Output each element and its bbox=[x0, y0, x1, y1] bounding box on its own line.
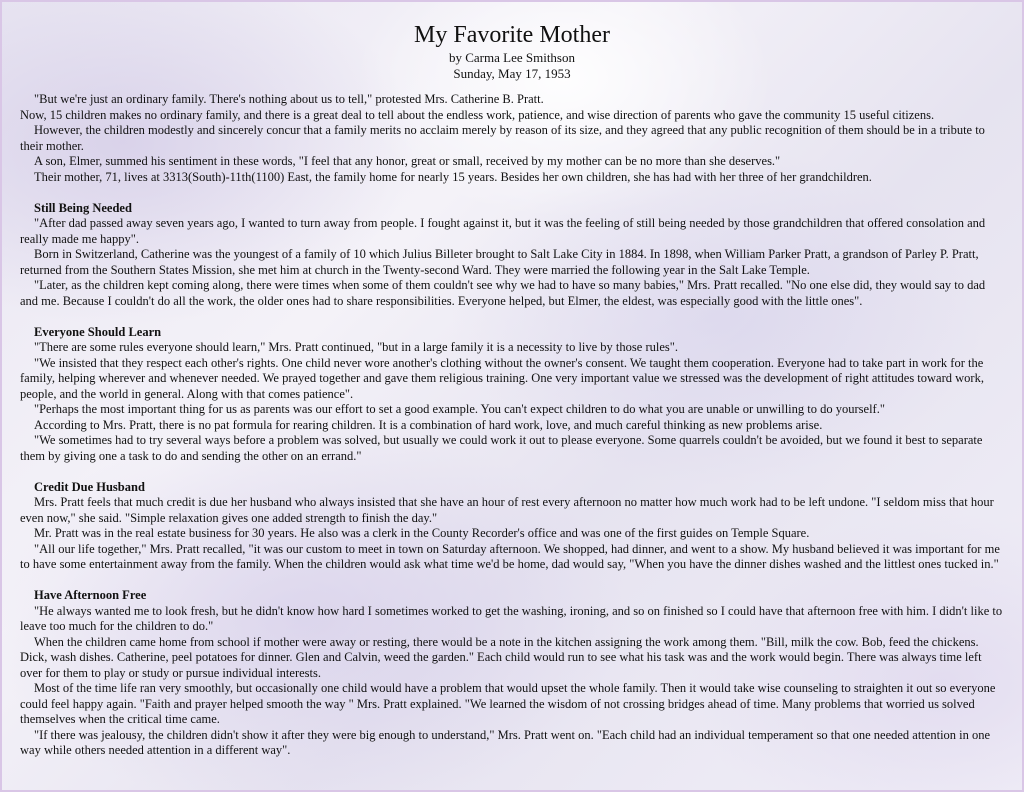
paragraph: "If there was jealousy, the children didn't show it after they were big enough to understand," Mrs. Pratt went on. "Each child had an individual temperament so that one needed attention in one way while others needed attention in a different way". bbox=[20, 727, 991, 757]
article-byline: by Carma Lee Smithson bbox=[448, 50, 575, 65]
section-heading: Credit Due Husband bbox=[34, 479, 145, 494]
paragraph: "There are some rules everyone should learn," Mrs. Pratt continued, "but in a large family it is a necessity to live by those rules". bbox=[34, 340, 678, 354]
paragraph: "Perhaps the most important thing for us as parents was our effort to set a good example. You can't expect children to do what you are unable or unwilling to do yourself." bbox=[34, 402, 885, 416]
paragraph: "All our life together," Mrs. Pratt recalled, "it was our custom to meet in town on Saturday afternoon. We shopped, had dinner, and went to a show. My husband believed it was important for me to have some entertainment away from the family. When the children would ask what time we'd be home, dad would say, "When you have the dinner dishes washed and the littlest ones tucked in." bbox=[20, 541, 1000, 571]
paragraph: According to Mrs. Pratt, there is no pat formula for rearing children. It is a combination of hard work, love, and much careful thinking as new problems arise. bbox=[34, 417, 823, 432]
paragraph: "But we're just an ordinary family. There's nothing about us to tell," protested Mrs. Catherine B. Pratt. bbox=[34, 92, 544, 106]
paragraph: Born in Switzerland, Catherine was the youngest of a family of 10 which Julius Billeter brought to Salt Lake City in 1884. In 1898, when William Parker Pratt, a grandson of Parley P. Pratt, returned from the Southern States Mission, she met him at church in the Twenty-second Ward. They were married the following year in the Salt Lake Temple. bbox=[20, 247, 979, 277]
article-body bbox=[20, 92, 1004, 759]
section-have-afternoon-free bbox=[20, 588, 1004, 759]
paragraph: "We sometimes had to try several ways before a problem was solved, but usually we could work it out to please everyone. Some quarrels couldn't be avoided, but we found it best to separate them by giving one a task to do and sending the other on an errand." bbox=[20, 433, 983, 463]
paragraph: A son, Elmer, summed his sentiment in these words, "I feel that any honor, great or small, received by my mother can be no more than she deserves." bbox=[34, 154, 781, 168]
paragraph: However, the children modestly and sincerely concur that a family merits no acclaim merely by reason of its size, and they agreed that any public recognition of them should be in a tribute to their mother. bbox=[20, 123, 985, 153]
paragraph: "Later, as the children kept coming along, there were times when some of them couldn't see why we had to have so many babies," Mrs. Pratt recalled. "No one else did, they would say to dad and me. Because I couldn't do all the work, the older ones had to share responsibilities. Everyone helped, but Elmer, the eldest, was especially good with the little ones". bbox=[20, 278, 986, 308]
section-heading: Have Afternoon Free bbox=[34, 588, 147, 602]
paragraph: "We insisted that they respect each other's rights. One child never wore another's clothing without the owner's consent. We taught them cooperation. Everyone had to take part in work for the family, helping wherever and whenever needed. We prayed together and gave them religious training. One very important value we stressed was the development of right attitudes toward work, people, and the world in general. Along with that comes patience". bbox=[20, 355, 984, 401]
section-still-being-needed bbox=[20, 201, 1004, 310]
paragraph: When the children came home from school if mother were away or resting, there would be a note in the kitchen assigning the work among them. "Bill, milk the cow. Bob, feed the chickens. Dick, wash dishes. Catherine, peel potatoes for dinner. Glen and Calvin, weed the garden." Each child would run to see what his task was and the work would begin. There was always time left over for them to play or study or pursue individual interests. bbox=[20, 634, 982, 680]
document-page bbox=[20, 20, 1004, 759]
paragraph: Now, 15 children makes no ordinary family, and there is a great deal to tell about the endless work, patience, and wise direction of parents who gave the community 15 useful citizens. bbox=[20, 107, 935, 122]
article-date: Sunday, May 17, 1953 bbox=[453, 66, 571, 81]
paragraph: "After dad passed away seven years ago, I wanted to turn away from people. I fought against it, but it was the feeling of still being needed by those grandchildren that offered consolation and really made me happy". bbox=[20, 216, 986, 246]
article-title: My Favorite Mother bbox=[414, 22, 610, 48]
paragraph: Most of the time life ran very smoothly, but occasionally one child would have a problem that would upset the whole family. Then it would take wise counseling to straighten it out so everyone could feel happy again. "Faith and prayer helped smooth the way " Mrs. Pratt explained. "We learned the wisdom of not crossing bridges ahead of time. Many problems that worried us solved themselves when the critical time came. bbox=[20, 681, 996, 726]
intro-block bbox=[20, 92, 1004, 185]
paragraph: Mr. Pratt was in the real estate business for 30 years. He also was a clerk in the County Recorder's office and was one of the first guides on Temple Square. bbox=[34, 526, 810, 540]
paragraph: Mrs. Pratt feels that much credit is due her husband who always insisted that she have an hour of rest every afternoon no matter how much work had to be left undone. "I seldom miss that hour even now," she said. "Simple relaxation gives one added strength to finish the day." bbox=[20, 495, 994, 525]
section-heading: Still Being Needed bbox=[34, 200, 132, 215]
section-heading: Everyone Should Learn bbox=[34, 324, 162, 339]
paragraph: "He always wanted me to look fresh, but he didn't know how hard I sometimes worked to get the washing, ironing, and so on finished so I could have that afternoon free with him. I didn't like to leave too much for the children to do." bbox=[20, 603, 1003, 633]
section-credit-due-husband bbox=[20, 480, 1004, 573]
section-everyone-should-learn bbox=[20, 325, 1004, 465]
paragraph: Their mother, 71, lives at 3313(South)-11th(1100) East, the family home for nearly 15 years. Besides her own children, she has had with her three of her grandchildren. bbox=[34, 169, 872, 184]
